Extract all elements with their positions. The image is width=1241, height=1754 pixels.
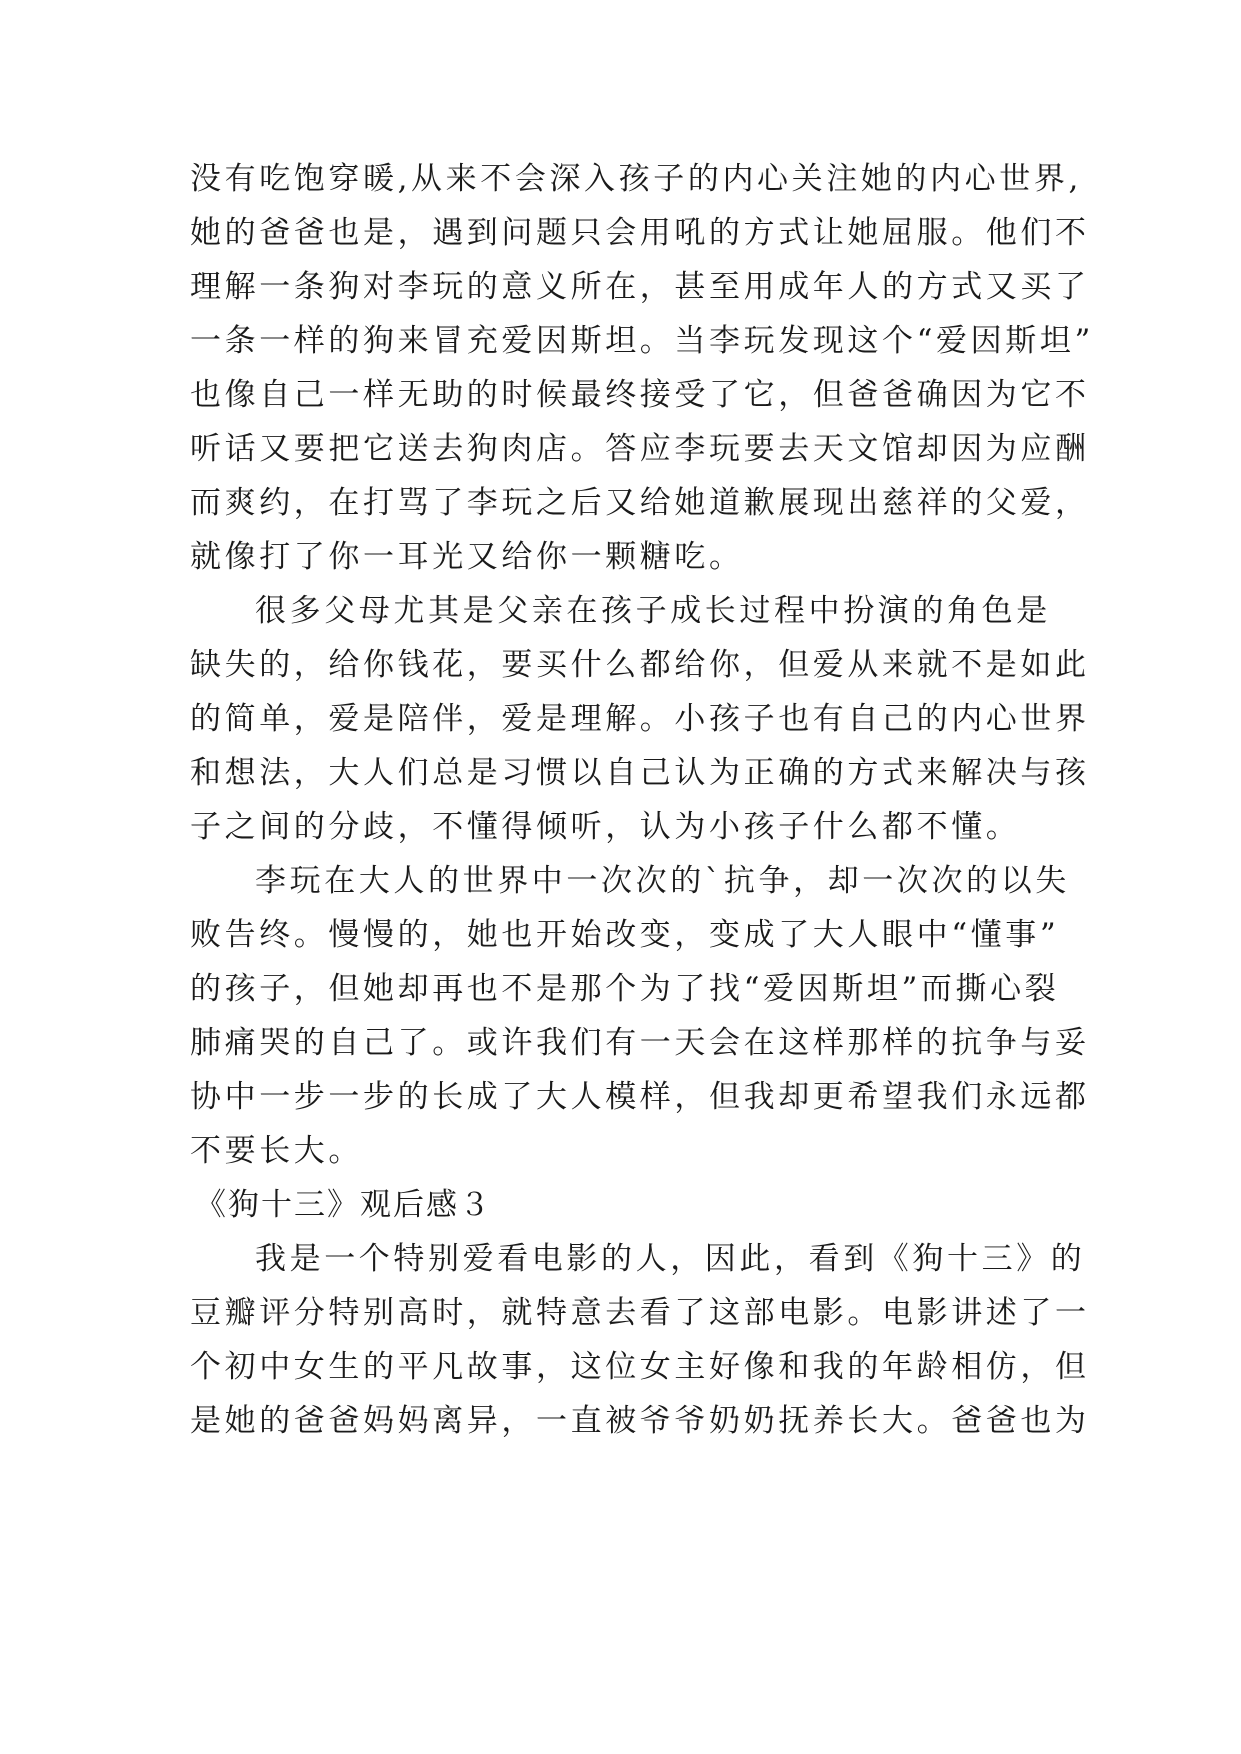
paragraph-line: 而爽约，在打骂了李玩之后又给她道歉展现出慈祥的父爱， xyxy=(190,485,1090,521)
paragraph-line: 是她的爸爸妈妈离异，一直被爷爷奶奶抚养长大。爸爸也为 xyxy=(190,1403,1090,1439)
paragraph-line: 的简单，爱是陪伴，爱是理解。小孩子也有自己的内心世界 xyxy=(190,701,1090,737)
paragraph-line: 肺痛哭的自己了。或许我们有一天会在这样那样的抗争与妥 xyxy=(190,1025,1090,1061)
paragraph-line: 一条一样的狗来冒充爱因斯坦。当李玩发现这个“爱因斯坦” xyxy=(190,323,1094,359)
paragraph-line: 的孩子，但她却再也不是那个为了找“爱因斯坦”而撕心裂 xyxy=(190,971,1060,1007)
paragraph-line: 李玩在大人的世界中一次次的`抗争，却一次次的以失 xyxy=(255,863,1070,899)
paragraph-line: 缺失的，给你钱花，要买什么都给你，但爱从来就不是如此 xyxy=(190,647,1090,683)
paragraph-line: 就像打了你一耳光又给你一颗糖吃。 xyxy=(190,539,744,575)
paragraph-line: 我是一个特别爱看电影的人，因此，看到《狗十三》的 xyxy=(255,1241,1086,1277)
paragraph-line: 豆瓣评分特别高时，就特意去看了这部电影。电影讲述了一 xyxy=(190,1295,1090,1331)
paragraph-line: 不要长大。 xyxy=(190,1133,363,1169)
section-heading: 《狗十三》观后感３ xyxy=(195,1187,492,1223)
paragraph-line: 也像自己一样无助的时候最终接受了它，但爸爸确因为它不 xyxy=(190,377,1090,413)
paragraph-line: 听话又要把它送去狗肉店。答应李玩要去天文馆却因为应酬 xyxy=(190,431,1090,467)
paragraph-line: 败告终。慢慢的，她也开始改变，变成了大人眼中“懂事” xyxy=(190,917,1060,953)
paragraph-line: 子之间的分歧，不懂得倾听，认为小孩子什么都不懂。 xyxy=(190,809,1021,845)
paragraph-line: 和想法，大人们总是习惯以自己认为正确的方式来解决与孩 xyxy=(190,755,1090,791)
paragraph-line: 很多父母尤其是父亲在孩子成长过程中扮演的角色是 xyxy=(255,593,1051,629)
paragraph-line: 个初中女生的平凡故事，这位女主好像和我的年龄相仿，但 xyxy=(190,1349,1090,1385)
paragraph-line: 协中一步一步的长成了大人模样，但我却更希望我们永远都 xyxy=(190,1079,1090,1115)
paragraph-line: 她的爸爸也是，遇到问题只会用吼的方式让她屈服。他们不 xyxy=(190,215,1090,251)
paragraph-line: 理解一条狗对李玩的意义所在，甚至用成年人的方式又买了 xyxy=(190,269,1090,305)
paragraph-line: 没有吃饱穿暖,从来不会深入孩子的内心关注她的内心世界, xyxy=(190,161,1082,197)
